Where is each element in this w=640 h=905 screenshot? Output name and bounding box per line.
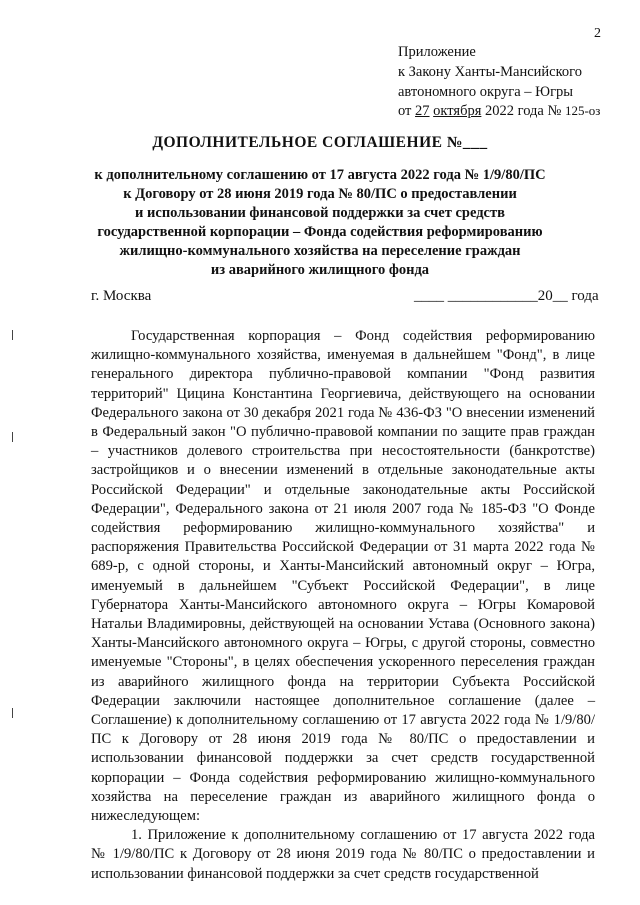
subtitle-line: государственной корпорации – Фонда содействия реформированию [97, 224, 543, 240]
page-number: 2 [594, 26, 601, 41]
scan-mark [12, 432, 13, 442]
paragraph-preamble: Государственная корпорация – Фонд содействия реформированию жилищно-коммунального хозяйства, именуемая в дальнейшем "Фонд", в лице генерального директора публично-правовой компании "Фонд развития территорий" Цицина Константина Георгиевича, действующего на основании Федерального закона от 30 декабря 2021 года № 436-ФЗ "О внесении изменений в Федеральный закон "О публично-правовой компании по защите прав граждан – участников долевого строительства при несостоятельности (банкротстве) застройщиков и о внесении изменений в отдельные законодательные акты Российской Федерации" и отдельные законодательные акты Российской Федерации", Федерального закона от 21 июля 2007 года № 185-ФЗ "О Фонде содействия реформированию жилищно-коммунального хозяйства" и распоряжения Правительства Российской Федерации от 31 марта 2022 года № 689-р, с одной стороны, и Ханты-Мансийский автономный округ – Югра, именуемый в дальнейшем "Субъект Российской Федерации", в лице Губернатора Ханты-Мансийского автономного округа – Югры Комаровой Натальи Владимировны, действующей на основании Устава (Основного закона) Ханты-Мансийского автономного округа – Югры, с другой стороны, совместно именуемые "Стороны", в целях обеспечения ускоренного переселения граждан из аварийного жилищного фонда на территории Субъекта Российской Федерации заключили настоящее дополнительное соглашение (далее – Соглашение) к дополнительному соглашению от 17 августа 2022 года № 1/9/80/ПС к Договору от 28 июня 2019 года № 80/ПС о предоставлении и использовании финансовой поддержки за счет средств государственной корпорации – Фонда содействия реформированию жилищно-коммунального хозяйства на переселение граждан из аварийного жилищного фонда о нижеследующем: [91, 328, 595, 825]
document-body [91, 327, 595, 884]
appendix-line-1: Приложение [398, 44, 476, 60]
scan-mark [12, 330, 13, 340]
city: г. Москва [91, 288, 152, 304]
date-year: 2022 года № [485, 103, 562, 119]
scan-mark [12, 708, 13, 718]
appendix-line-3: автономного округа – Югры [398, 84, 574, 100]
date-blank: ____ ____________20__ года [414, 288, 599, 304]
appendix-date-line [398, 101, 600, 121]
date-prefix: от [398, 103, 412, 119]
subtitle-line: к Договору от 28 июня 2019 года № 80/ПС о предоставлении [123, 186, 517, 202]
paragraph-item-1: 1. Приложение к дополнительному соглашению от 17 августа 2022 года № 1/9/80/ПС к Договору от 28 июня 2019 года № 80/ПС о предоставлении и использовании финансовой поддержки за счет средств государственной [91, 827, 595, 882]
law-number: 125-оз [564, 103, 601, 118]
subtitle-line: к дополнительному соглашению от 17 августа 2022 года № 1/9/80/ПС [94, 167, 546, 183]
subtitle-line: жилищно-коммунального хозяйства на переселение граждан [119, 243, 521, 259]
subtitle-line: из аварийного жилищного фонда [210, 262, 430, 278]
date-day: 27 [415, 103, 430, 119]
subtitle-line: и использовании финансовой поддержки за счет средств [135, 205, 505, 221]
document-title: ДОПОЛНИТЕЛЬНОЕ СОГЛАШЕНИЕ №___ [152, 134, 488, 151]
appendix-line-2: к Закону Ханты-Мансийского [398, 64, 583, 80]
date-month: октября [433, 103, 482, 119]
